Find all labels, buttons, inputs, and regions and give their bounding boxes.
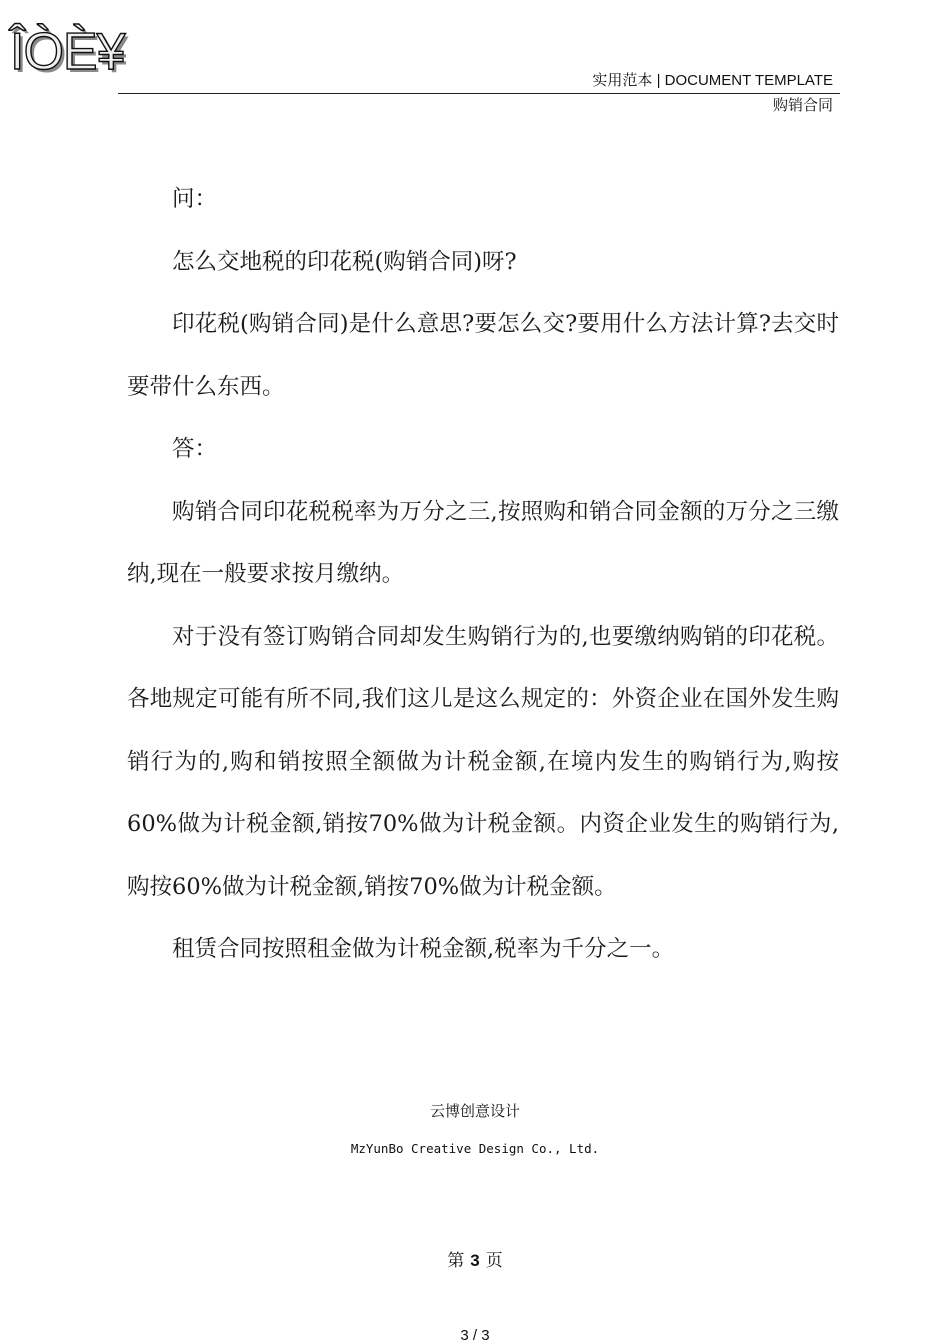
page-number-value: 3	[470, 1251, 480, 1270]
header-divider	[118, 93, 840, 94]
header-title: 实用范本 | DOCUMENT TEMPLATE	[592, 72, 833, 89]
page-total: 3 / 3	[460, 1327, 490, 1344]
paragraph-answer-2: 对于没有签订购销合同却发生购销行为的,也要缴纳购销的印花税。各地规定可能有所不同,我们这儿是这么规定的：外资企业在国外发生购销行为的,购和销按照全额做为计税金额,在境内发生的购销行为,购按60%做为计税金额,销按70%做为计税金额。内资企业发生的购销行为,购按60%做为计税金额,销按70%做为计税金额。	[127, 623, 839, 900]
paragraph-question-label: 问：	[172, 186, 218, 212]
paragraph-answer-label: 答：	[172, 436, 218, 462]
page-prefix: 第	[447, 1251, 465, 1271]
paragraph-answer-1: 购销合同印花税税率为万分之三,按照购和销合同金额的万分之三缴纳,现在一般要求按月缴纳。	[127, 498, 839, 587]
paragraph-question-1: 怎么交地税的印花税(购销合同)呀?	[172, 248, 517, 275]
footer-company-en: MzYunBo Creative Design Co., Ltd.	[350, 1141, 600, 1156]
paragraph-answer-3: 租赁合同按照租金做为计税金额,税率为千分之一。	[172, 936, 675, 962]
page-suffix: 页	[485, 1251, 503, 1271]
page-number	[0, 1246, 950, 1271]
logo: ÎÒÈ¥	[10, 23, 125, 81]
document-body	[127, 168, 839, 981]
header-subtitle: 购销合同	[772, 97, 833, 114]
footer-company-cn: 云博创意设计	[429, 1102, 520, 1120]
paragraph-question-2: 印花税(购销合同)是什么意思?要怎么交?要用什么方法计算?去交时要带什么东西。	[127, 311, 839, 400]
